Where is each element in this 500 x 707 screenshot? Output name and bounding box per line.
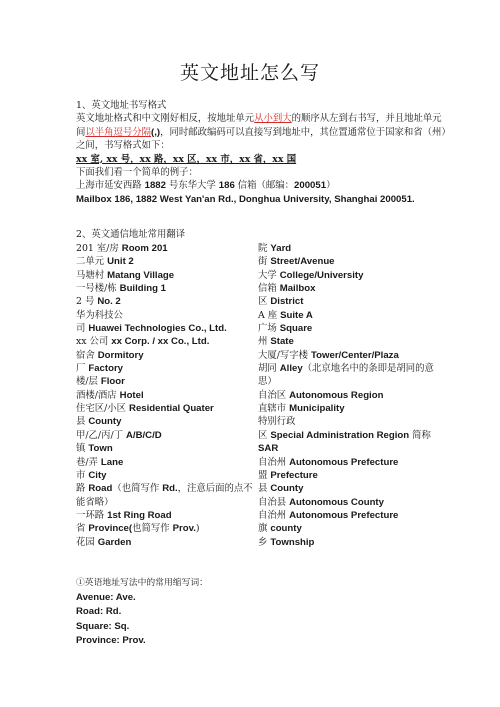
chinese-term: 201 室/房 xyxy=(76,243,122,254)
translation-row xyxy=(258,389,436,402)
english-term: Autonomous Prefecture xyxy=(289,456,399,468)
chinese-term: 县 xyxy=(76,416,89,428)
translation-row xyxy=(258,482,436,495)
chinese-term: 自治县 xyxy=(258,496,290,508)
chinese-term: （也简写作 xyxy=(112,483,163,495)
chinese-term: 思） xyxy=(258,376,277,388)
english-term: Township xyxy=(270,536,315,548)
abbr-item: Square: Sq. xyxy=(76,620,130,632)
english-term: Factory xyxy=(88,363,124,375)
english-term: Suite A xyxy=(280,309,313,321)
chinese-term: 马塘村 xyxy=(76,269,108,281)
translation-row xyxy=(258,255,436,268)
translation-row xyxy=(258,375,436,388)
chinese-term: 厂 xyxy=(76,363,89,375)
example-intro: 下面我们看一个简单的例子： xyxy=(76,167,198,179)
chinese-term: 乡 xyxy=(258,536,271,548)
translation-row xyxy=(76,362,256,375)
chinese-term: 镇 xyxy=(76,443,89,455)
translation-row xyxy=(76,255,256,268)
chinese-term: 座 xyxy=(267,309,281,321)
translation-row xyxy=(258,496,436,509)
translation-row xyxy=(258,282,436,295)
chinese-term: 一环路 xyxy=(76,509,108,521)
english-term: Municipality xyxy=(289,403,345,415)
text: ） xyxy=(326,180,336,192)
translation-row xyxy=(76,389,256,402)
translation-row xyxy=(76,335,256,348)
section-heading: 1、英文地址书写格式 xyxy=(76,100,167,111)
translation-row xyxy=(258,509,436,522)
section-heading: 2、英文通信地址常用翻译 xyxy=(76,229,186,240)
english-term: No. 2 xyxy=(97,296,121,308)
translation-row xyxy=(258,322,436,335)
english-term: Dormitory xyxy=(97,349,144,361)
chinese-term: 楼/层 xyxy=(76,376,101,388)
translation-row xyxy=(76,415,256,428)
english-term: Autonomous Prefecture xyxy=(289,509,399,521)
chinese-term: 盟 xyxy=(258,469,271,481)
chinese-term: 简称 xyxy=(409,429,431,441)
english-term: SAR xyxy=(258,443,279,455)
chinese-term: 自治区 xyxy=(258,389,290,401)
english-term: Hotel xyxy=(119,389,144,401)
chinese-term: 甲/乙/丙/丁 xyxy=(76,429,126,441)
translation-column-right xyxy=(258,242,436,549)
translation-row xyxy=(258,269,436,282)
english-term: Residential Quater xyxy=(129,403,214,415)
chinese-term: 区 xyxy=(258,429,271,441)
english-term: Tower/Center/Plaza xyxy=(311,349,399,361)
translation-row xyxy=(258,309,436,322)
text: 200051 xyxy=(294,180,327,192)
translation-row xyxy=(258,295,436,308)
chinese-term: 广场 xyxy=(258,323,280,335)
english-term: State xyxy=(270,336,294,348)
english-term: Prov. xyxy=(172,523,196,535)
english-term: Autonomous Region xyxy=(289,389,384,401)
english-term: Prefecture xyxy=(270,469,318,481)
english-term: Unit 2 xyxy=(107,256,134,268)
section-translation-heading xyxy=(76,228,436,241)
translation-row xyxy=(258,536,436,549)
example-en: Mailbox 186, 1882 West Yan'an Rd., Donghua University, Shanghai 200051. xyxy=(76,193,415,205)
english-term: Lane xyxy=(100,456,124,468)
english-term: Special Administration Region xyxy=(270,429,410,441)
section-abbreviations xyxy=(76,576,208,649)
chinese-term: 信箱 xyxy=(258,283,280,295)
english-term: County xyxy=(270,483,304,495)
translation-row xyxy=(76,402,256,415)
chinese-term: 市 xyxy=(76,469,89,481)
english-term: xx Corp. / xx Co., Ltd. xyxy=(111,336,210,348)
chinese-term: 大学 xyxy=(258,269,280,281)
chinese-term: 能省略） xyxy=(76,496,114,508)
chinese-term: 省 xyxy=(76,523,89,535)
translation-row xyxy=(76,482,256,495)
chinese-term: 巷/弄 xyxy=(76,456,101,468)
english-term: Matang Village xyxy=(107,269,175,281)
translation-row xyxy=(76,295,256,308)
english-term: College/University xyxy=(279,269,364,281)
chinese-term: （北京地名中的条即是胡同的意 xyxy=(302,363,434,375)
chinese-term: A xyxy=(258,309,268,321)
translation-row xyxy=(76,429,256,442)
abbr-item: Road: Rd. xyxy=(76,606,122,618)
chinese-term: 也简写作 xyxy=(132,523,173,535)
translation-column-left xyxy=(76,242,256,549)
english-term: Huawei Technologies Co., Ltd. xyxy=(88,323,227,335)
chinese-term: 街 xyxy=(258,256,271,268)
abbr-item: Province: Prov. xyxy=(76,635,146,647)
translation-row xyxy=(258,362,436,375)
translation-row xyxy=(258,349,436,362)
chinese-term: 自治州 xyxy=(258,509,290,521)
english-term: county xyxy=(270,523,302,535)
text: 上海市延安西路 xyxy=(76,180,145,192)
page-title: 英文地址怎么写 xyxy=(179,62,320,84)
chinese-term: 酒楼/酒店 xyxy=(76,389,120,401)
chinese-term: xx 公司 xyxy=(76,336,112,348)
highlight-text: 以半角逗号分隔 xyxy=(85,126,152,138)
address-format: xx 室, xx 号，xx 路，xx 区，xx 市，xx 省，xx 国 xyxy=(76,153,297,165)
paragraph-line xyxy=(76,112,442,125)
chinese-term: 大厦/写字楼 xyxy=(258,349,312,361)
chinese-term: ) xyxy=(195,523,200,535)
translation-row xyxy=(76,309,256,322)
text: 间 xyxy=(76,126,86,138)
english-term: Alley xyxy=(279,363,303,375)
english-term: Autonomous County xyxy=(289,496,384,508)
chinese-term: 司 xyxy=(76,323,89,335)
highlight-text: 从小到大 xyxy=(254,113,292,125)
translation-row xyxy=(258,335,436,348)
abbr-item: Avenue: Ave. xyxy=(76,591,136,603)
english-term: 1st Ring Road xyxy=(107,509,172,521)
chinese-term: 县 xyxy=(258,483,271,495)
english-term: City xyxy=(88,469,107,481)
translation-row xyxy=(76,282,256,295)
text: 的顺序从左到右书写，并且地址单元 xyxy=(291,113,442,125)
english-term: District xyxy=(270,296,304,308)
english-term: Road xyxy=(88,483,113,495)
english-term: Street/Avenue xyxy=(270,256,335,268)
text: 1882 xyxy=(144,180,166,192)
translation-row xyxy=(258,415,436,428)
english-term: Building 1 xyxy=(119,283,167,295)
chinese-term: 区 xyxy=(258,296,271,308)
translation-row xyxy=(76,242,256,255)
chinese-term: 华为科技公 xyxy=(76,309,123,321)
english-term: Square xyxy=(279,323,313,335)
chinese-term: ，注意后面的点不 xyxy=(177,483,253,495)
english-term: Room 201 xyxy=(121,243,168,254)
translation-row xyxy=(76,442,256,455)
translation-row xyxy=(258,456,436,469)
chinese-term: 旗 xyxy=(258,523,271,535)
text: (,) xyxy=(151,126,161,138)
translation-row xyxy=(76,469,256,482)
section-heading: ①英语地址写法中的常用缩写词： xyxy=(76,578,208,588)
translation-row xyxy=(76,456,256,469)
chinese-term: 2 号 xyxy=(76,296,98,308)
paragraph-line: 之间，书写格式如下： xyxy=(76,140,170,152)
translation-row xyxy=(258,429,436,442)
english-term: Mailbox xyxy=(279,283,316,295)
text: 186 xyxy=(218,180,235,192)
chinese-term: 宿舍 xyxy=(76,349,98,361)
translation-row xyxy=(258,469,436,482)
text: ，同时邮政编码可以直接写到地址中，其位置通常位于国家和省（州） xyxy=(160,126,451,138)
english-term: Province( xyxy=(88,523,133,535)
chinese-term: 自治州 xyxy=(258,456,290,468)
english-term: A/B/C/D xyxy=(125,429,162,441)
chinese-term: 院 xyxy=(258,243,271,254)
english-term: County xyxy=(88,416,122,428)
chinese-term: 住宅区/小区 xyxy=(76,403,130,415)
chinese-term: 直辖市 xyxy=(258,403,290,415)
translation-row xyxy=(76,509,256,522)
text: 号东华大学 xyxy=(165,180,219,192)
translation-row xyxy=(258,402,436,415)
translation-row xyxy=(258,442,436,455)
english-term: Garden xyxy=(97,536,132,548)
chinese-term: 一号楼/栋 xyxy=(76,283,120,295)
chinese-term: 特别行政 xyxy=(258,416,296,428)
english-term: Yard xyxy=(270,243,292,254)
example-cn xyxy=(76,179,436,192)
text: 信箱（邮编： xyxy=(234,180,295,192)
paragraph-line xyxy=(76,126,451,139)
translation-row xyxy=(76,496,256,509)
translation-row xyxy=(258,522,436,535)
text: 英文地址格式和中文刚好相反，按地址单元 xyxy=(76,113,255,125)
chinese-term: 二单元 xyxy=(76,256,108,268)
translation-row xyxy=(76,375,256,388)
translation-row xyxy=(76,269,256,282)
chinese-term: 路 xyxy=(76,483,89,495)
chinese-term: 花园 xyxy=(76,536,98,548)
translation-row xyxy=(258,242,436,255)
english-term: Town xyxy=(88,443,113,455)
translation-row xyxy=(76,522,256,535)
section-format xyxy=(76,99,451,206)
translation-row xyxy=(76,322,256,335)
chinese-term: 胡同 xyxy=(258,363,280,375)
translation-row xyxy=(76,349,256,362)
translation-row xyxy=(76,536,256,549)
chinese-term: 州 xyxy=(258,336,271,348)
english-term: Rd. xyxy=(162,483,178,495)
english-term: Floor xyxy=(100,376,125,388)
